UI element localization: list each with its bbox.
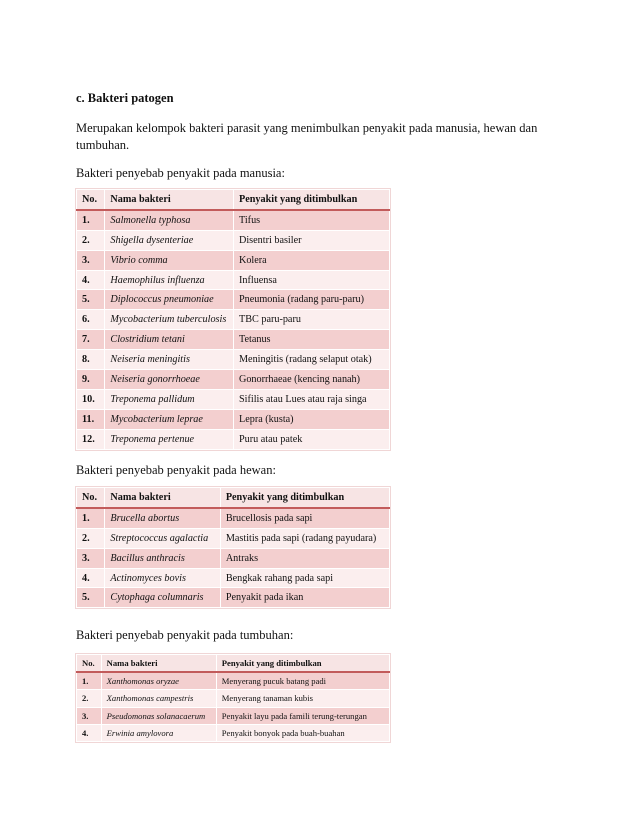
cell-number: 5. bbox=[77, 290, 105, 310]
cell-disease: Tetanus bbox=[233, 330, 389, 350]
cell-disease: Puru atau patek bbox=[233, 429, 389, 449]
table-row bbox=[77, 310, 390, 330]
cell-bacteria-name: Actinomyces bovis bbox=[105, 568, 220, 588]
cell-number: 7. bbox=[77, 330, 105, 350]
cell-number: 1. bbox=[77, 672, 102, 690]
cell-bacteria-name: Treponema pertenue bbox=[105, 429, 234, 449]
table-row bbox=[77, 370, 390, 390]
table-caption-human: Bakteri penyebab penyakit pada manusia: bbox=[76, 166, 285, 180]
cell-disease: Bengkak rahang pada sapi bbox=[220, 568, 389, 588]
cell-bacteria-name: Neiseria gonorrhoeae bbox=[105, 370, 234, 390]
table-row bbox=[77, 548, 390, 568]
cell-bacteria-name: Neiseria meningitis bbox=[105, 350, 234, 370]
section-heading: c. Bakteri patogen bbox=[76, 91, 174, 105]
table-header-row bbox=[77, 655, 390, 673]
cell-bacteria-name: Haemophilus influenza bbox=[105, 270, 234, 290]
table-row bbox=[77, 350, 390, 370]
cell-bacteria-name: Vibrio comma bbox=[105, 250, 234, 270]
table-row bbox=[77, 724, 390, 741]
column-header-disease: Penyakit yang ditimbulkan bbox=[216, 655, 389, 673]
cell-bacteria-name: Streptococcus agalactia bbox=[105, 528, 220, 548]
table-row bbox=[77, 210, 390, 230]
cell-disease: Kolera bbox=[233, 250, 389, 270]
table-header-row bbox=[77, 488, 390, 508]
table-row bbox=[77, 528, 390, 548]
table-row bbox=[77, 409, 390, 429]
table-row bbox=[77, 270, 390, 290]
cell-disease: Brucellosis pada sapi bbox=[220, 508, 389, 528]
cell-number: 10. bbox=[77, 389, 105, 409]
cell-number: 11. bbox=[77, 409, 105, 429]
cell-number: 5. bbox=[77, 588, 105, 608]
cell-number: 4. bbox=[77, 568, 105, 588]
cell-disease: Disentri basiler bbox=[233, 230, 389, 250]
table-row bbox=[77, 508, 390, 528]
table-row bbox=[77, 429, 390, 449]
cell-disease: TBC paru-paru bbox=[233, 310, 389, 330]
cell-number: 1. bbox=[77, 508, 105, 528]
column-header-name: Nama bakteri bbox=[105, 190, 234, 210]
table-row bbox=[77, 690, 390, 707]
cell-number: 6. bbox=[77, 310, 105, 330]
cell-bacteria-name: Brucella abortus bbox=[105, 508, 220, 528]
cell-bacteria-name: Treponema pallidum bbox=[105, 389, 234, 409]
cell-bacteria-name: Xanthomonas oryzae bbox=[101, 672, 216, 690]
cell-number: 1. bbox=[77, 210, 105, 230]
table-caption-animal: Bakteri penyebab penyakit pada hewan: bbox=[76, 463, 276, 477]
cell-number: 3. bbox=[77, 707, 102, 724]
cell-disease: Influensa bbox=[233, 270, 389, 290]
cell-bacteria-name: Shigella dysenteriae bbox=[105, 230, 234, 250]
cell-number: 3. bbox=[77, 250, 105, 270]
cell-disease: Penyakit layu pada famili terung-terungan bbox=[216, 707, 389, 724]
table-row bbox=[77, 250, 390, 270]
column-header-disease: Penyakit yang ditimbulkan bbox=[233, 190, 389, 210]
cell-bacteria-name: Mycobacterium leprae bbox=[105, 409, 234, 429]
cell-disease: Mastitis pada sapi (radang payudara) bbox=[220, 528, 389, 548]
column-header-disease: Penyakit yang ditimbulkan bbox=[220, 488, 389, 508]
cell-bacteria-name: Pseudomonas solanacaerum bbox=[101, 707, 216, 724]
cell-number: 3. bbox=[77, 548, 105, 568]
column-header-no: No. bbox=[77, 488, 105, 508]
cell-disease: Penyakit pada ikan bbox=[220, 588, 389, 608]
column-header-no: No. bbox=[77, 190, 105, 210]
cell-disease: Sifilis atau Lues atau raja singa bbox=[233, 389, 389, 409]
table-row bbox=[77, 568, 390, 588]
table-row bbox=[77, 707, 390, 724]
cell-bacteria-name: Salmonella typhosa bbox=[105, 210, 234, 230]
table-human-bacteria bbox=[76, 189, 390, 450]
column-header-name: Nama bakteri bbox=[101, 655, 216, 673]
table-row bbox=[77, 230, 390, 250]
intro-paragraph: Merupakan kelompok bakteri parasit yang menimbulkan penyakit pada manusia, hewan dan tumbuhan. bbox=[76, 121, 538, 152]
cell-bacteria-name: Xanthomonas campestris bbox=[101, 690, 216, 707]
column-header-name: Nama bakteri bbox=[105, 488, 220, 508]
cell-disease: Penyakit bonyok pada buah-buahan bbox=[216, 724, 389, 741]
table-row bbox=[77, 672, 390, 690]
table-row bbox=[77, 290, 390, 310]
cell-bacteria-name: Bacillus anthracis bbox=[105, 548, 220, 568]
column-header-no: No. bbox=[77, 655, 102, 673]
cell-number: 8. bbox=[77, 350, 105, 370]
cell-disease: Tifus bbox=[233, 210, 389, 230]
cell-bacteria-name: Erwinia amylovora bbox=[101, 724, 216, 741]
cell-bacteria-name: Mycobacterium tuberculosis bbox=[105, 310, 234, 330]
table-caption-plant: Bakteri penyebab penyakit pada tumbuhan: bbox=[76, 628, 294, 642]
cell-number: 2. bbox=[77, 528, 105, 548]
cell-disease: Antraks bbox=[220, 548, 389, 568]
table-row bbox=[77, 330, 390, 350]
cell-bacteria-name: Clostridium tetani bbox=[105, 330, 234, 350]
cell-disease: Pneumonia (radang paru-paru) bbox=[233, 290, 389, 310]
cell-disease: Lepra (kusta) bbox=[233, 409, 389, 429]
cell-number: 4. bbox=[77, 724, 102, 741]
cell-bacteria-name: Cytophaga columnaris bbox=[105, 588, 220, 608]
cell-disease: Menyerang pucuk batang padi bbox=[216, 672, 389, 690]
cell-disease: Menyerang tanaman kubis bbox=[216, 690, 389, 707]
cell-disease: Gonorrhaeae (kencing nanah) bbox=[233, 370, 389, 390]
cell-disease: Meningitis (radang selaput otak) bbox=[233, 350, 389, 370]
table-header-row bbox=[77, 190, 390, 210]
cell-number: 4. bbox=[77, 270, 105, 290]
cell-number: 2. bbox=[77, 230, 105, 250]
cell-number: 12. bbox=[77, 429, 105, 449]
table-row bbox=[77, 389, 390, 409]
cell-bacteria-name: Diplococcus pneumoniae bbox=[105, 290, 234, 310]
cell-number: 2. bbox=[77, 690, 102, 707]
table-row bbox=[77, 588, 390, 608]
table-plant-bacteria bbox=[76, 654, 390, 742]
table-animal-bacteria bbox=[76, 487, 390, 608]
cell-number: 9. bbox=[77, 370, 105, 390]
